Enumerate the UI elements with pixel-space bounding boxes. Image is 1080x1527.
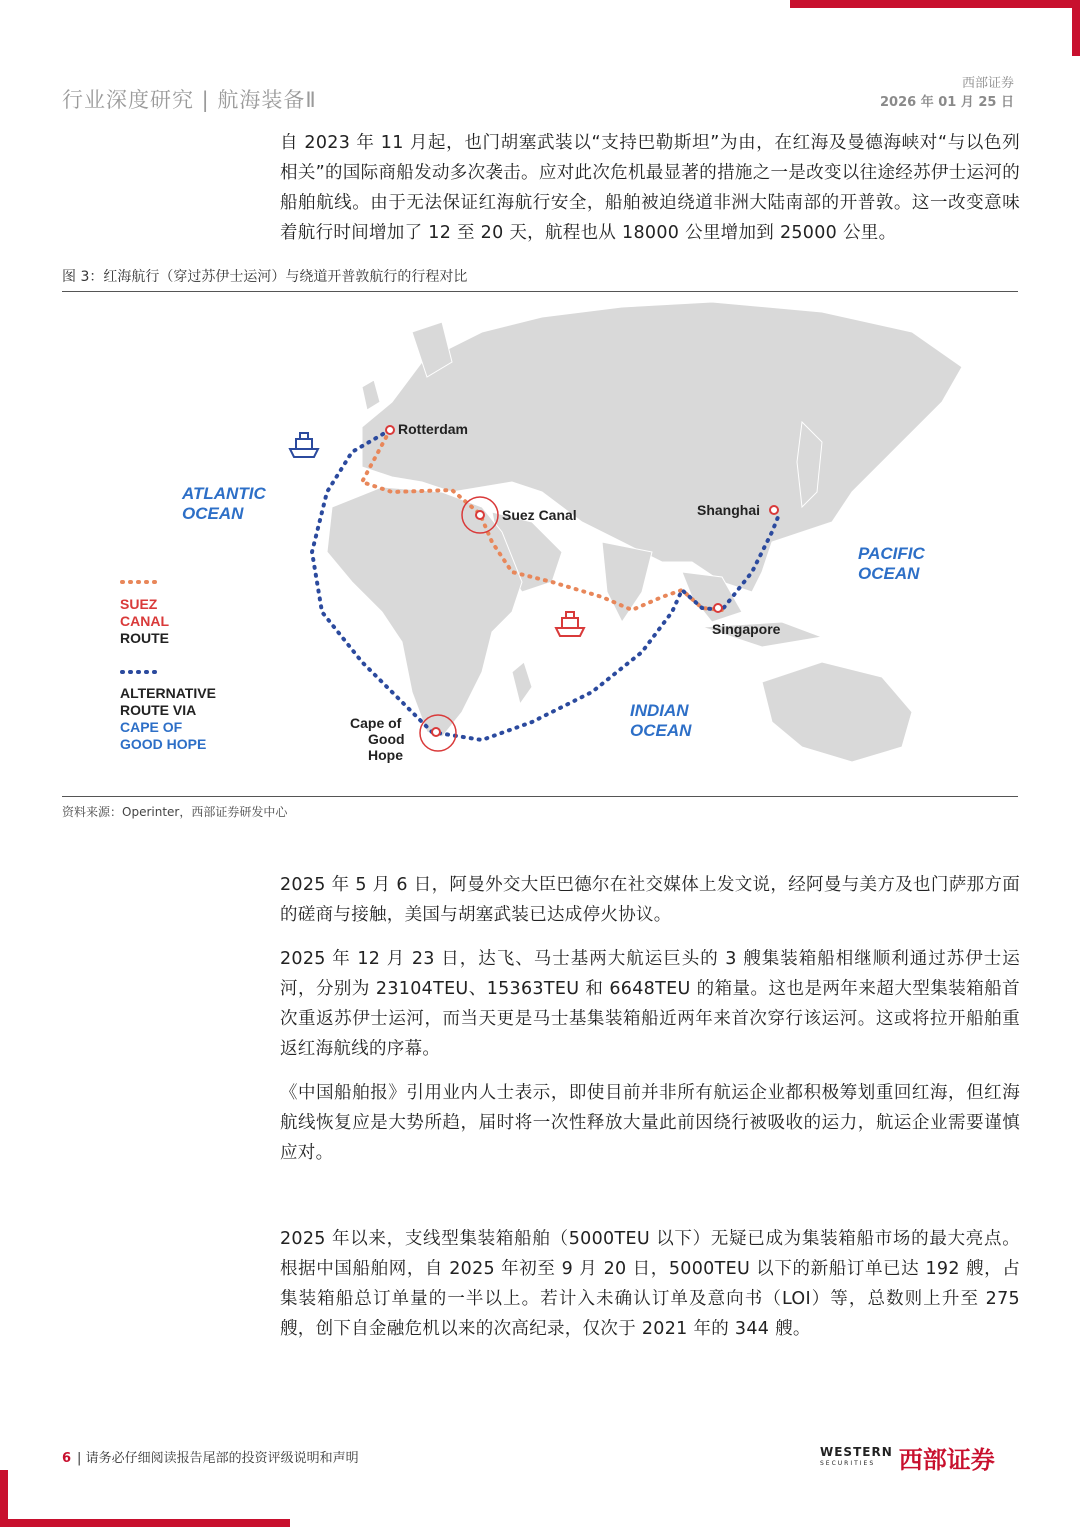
logo-en-sub: SECURITIES xyxy=(820,1459,876,1467)
route-comparison-map xyxy=(62,292,1018,795)
paragraph-industry-view: 《中国船舶报》引用业内人士表示，即使目前并非所有航运企业都积极筹划重回红海，但红海航线恢复应是大势所趋，届时将一次性释放大量此前因绕行被吸收的运力，航运企业需要谨慎应对。 xyxy=(280,1083,1020,1163)
paragraph-suez-return: 2025 年 12 月 23 日，达飞、马士基两大航运巨头的 3 艘集装箱船相继顺利通过苏伊士运河，分别为 23104TEU、15363TEU 和 6648TEU 的箱量。这也是两年来超大型集装箱船首次重返苏伊士运河，而当天更是马士基集装箱船近两年来首次穿行该运河。这或将拉开船舶重返红海航线的序幕。 xyxy=(280,949,1020,1059)
legend-alt-3: CAPE OF xyxy=(120,719,183,735)
header-brand: 西部证券 xyxy=(961,76,1014,91)
label-suez-canal: Suez Canal xyxy=(502,507,577,523)
label-atlantic-1: ATLANTIC xyxy=(182,484,266,503)
rotterdam-marker xyxy=(386,426,394,434)
logo-chinese: 西部证券 xyxy=(898,1446,995,1474)
page-number: 6 xyxy=(62,1451,72,1466)
cape-marker xyxy=(432,728,440,736)
label-cape-2: Good xyxy=(368,731,405,747)
figure-bottom-rule xyxy=(62,796,1018,797)
company-logo xyxy=(820,1440,995,1475)
legend-alt-2: ROUTE VIA xyxy=(120,702,197,718)
bottom-left-corner-frame xyxy=(0,1470,290,1527)
label-indian-2: OCEAN xyxy=(630,721,692,740)
label-shanghai: Shanghai xyxy=(697,502,761,518)
logo-english xyxy=(820,1446,893,1470)
report-header-meta xyxy=(880,74,1014,112)
label-pacific-2: OCEAN xyxy=(858,564,920,583)
legend-suez-1: SUEZ xyxy=(120,596,158,612)
legend-alt-4: GOOD HOPE xyxy=(120,736,207,752)
figure-caption: 图 3：红海航行（穿过苏伊士运河）与绕道开普敦航行的行程对比 xyxy=(62,269,468,285)
legend-suez-3: ROUTE xyxy=(120,630,169,646)
paragraph-red-sea-crisis: 自 2023 年 11 月起，也门胡塞武装以“支持巴勒斯坦”为由，在红海及曼德海峡对“与以色列相关”的国际商船发动多次袭击。应对此次危机最显著的措施之一是改变以往途经苏伊士运河的船舶航线。由于无法保证红海航行安全，船舶被迫绕道非洲大陆南部的开普敦。这一改变意味着航行时间增加了 12 至 20 天，航程也从 18000 公里增加到 25000 公里。 xyxy=(280,133,1020,243)
label-singapore: Singapore xyxy=(712,621,781,637)
figure-source: 资料来源：Operinter，西部证券研发中心 xyxy=(62,805,288,819)
disclaimer-text: 请务必仔细阅读报告尾部的投资评级说明和声明 xyxy=(85,1451,359,1466)
label-cape-1: Cape of xyxy=(350,715,402,731)
logo-en-main: WESTERN xyxy=(820,1444,893,1459)
top-right-corner-frame xyxy=(790,0,1080,56)
singapore-marker xyxy=(714,604,722,612)
legend-alt-1: ALTERNATIVE xyxy=(120,685,216,701)
footer-disclaimer: 6 | 请务必仔细阅读报告尾部的投资评级说明和声明 xyxy=(62,1451,359,1466)
label-indian-1: INDIAN xyxy=(630,701,689,720)
label-pacific-1: PACIFIC xyxy=(858,544,925,563)
report-header-title: 行业深度研究 | 航海装备Ⅱ xyxy=(62,88,317,112)
label-cape-3: Hope xyxy=(368,747,403,763)
legend-suez-2: CANAL xyxy=(120,613,169,629)
suez-marker xyxy=(476,511,484,519)
label-atlantic-2: OCEAN xyxy=(182,504,244,523)
shanghai-marker xyxy=(770,506,778,514)
label-rotterdam: Rotterdam xyxy=(398,421,469,437)
paragraph-ceasefire: 2025 年 5 月 6 日，阿曼外交大臣巴德尔在社交媒体上发文说，经阿曼与美方及也门萨那方面的磋商与接触，美国与胡塞武装已达成停火协议。 xyxy=(280,875,1020,925)
paragraph-feeder-orders: 2025 年以来，支线型集装箱船舶（5000TEU 以下）无疑已成为集装箱船市场的最大亮点。根据中国船舶网，自 2025 年初至 9 月 20 日，5000TEU 以下的新船订单已达 192 艘，占集装箱船总订单量的一半以上。若计入未确认订单及意向书（LOI）等，总数则上升至 275 艘，创下自金融危机以来的次高纪录，仅次于 2021 年的 344 艘。 xyxy=(280,1229,1020,1339)
header-date: 2026 年 01 月 25 日 xyxy=(880,95,1014,110)
